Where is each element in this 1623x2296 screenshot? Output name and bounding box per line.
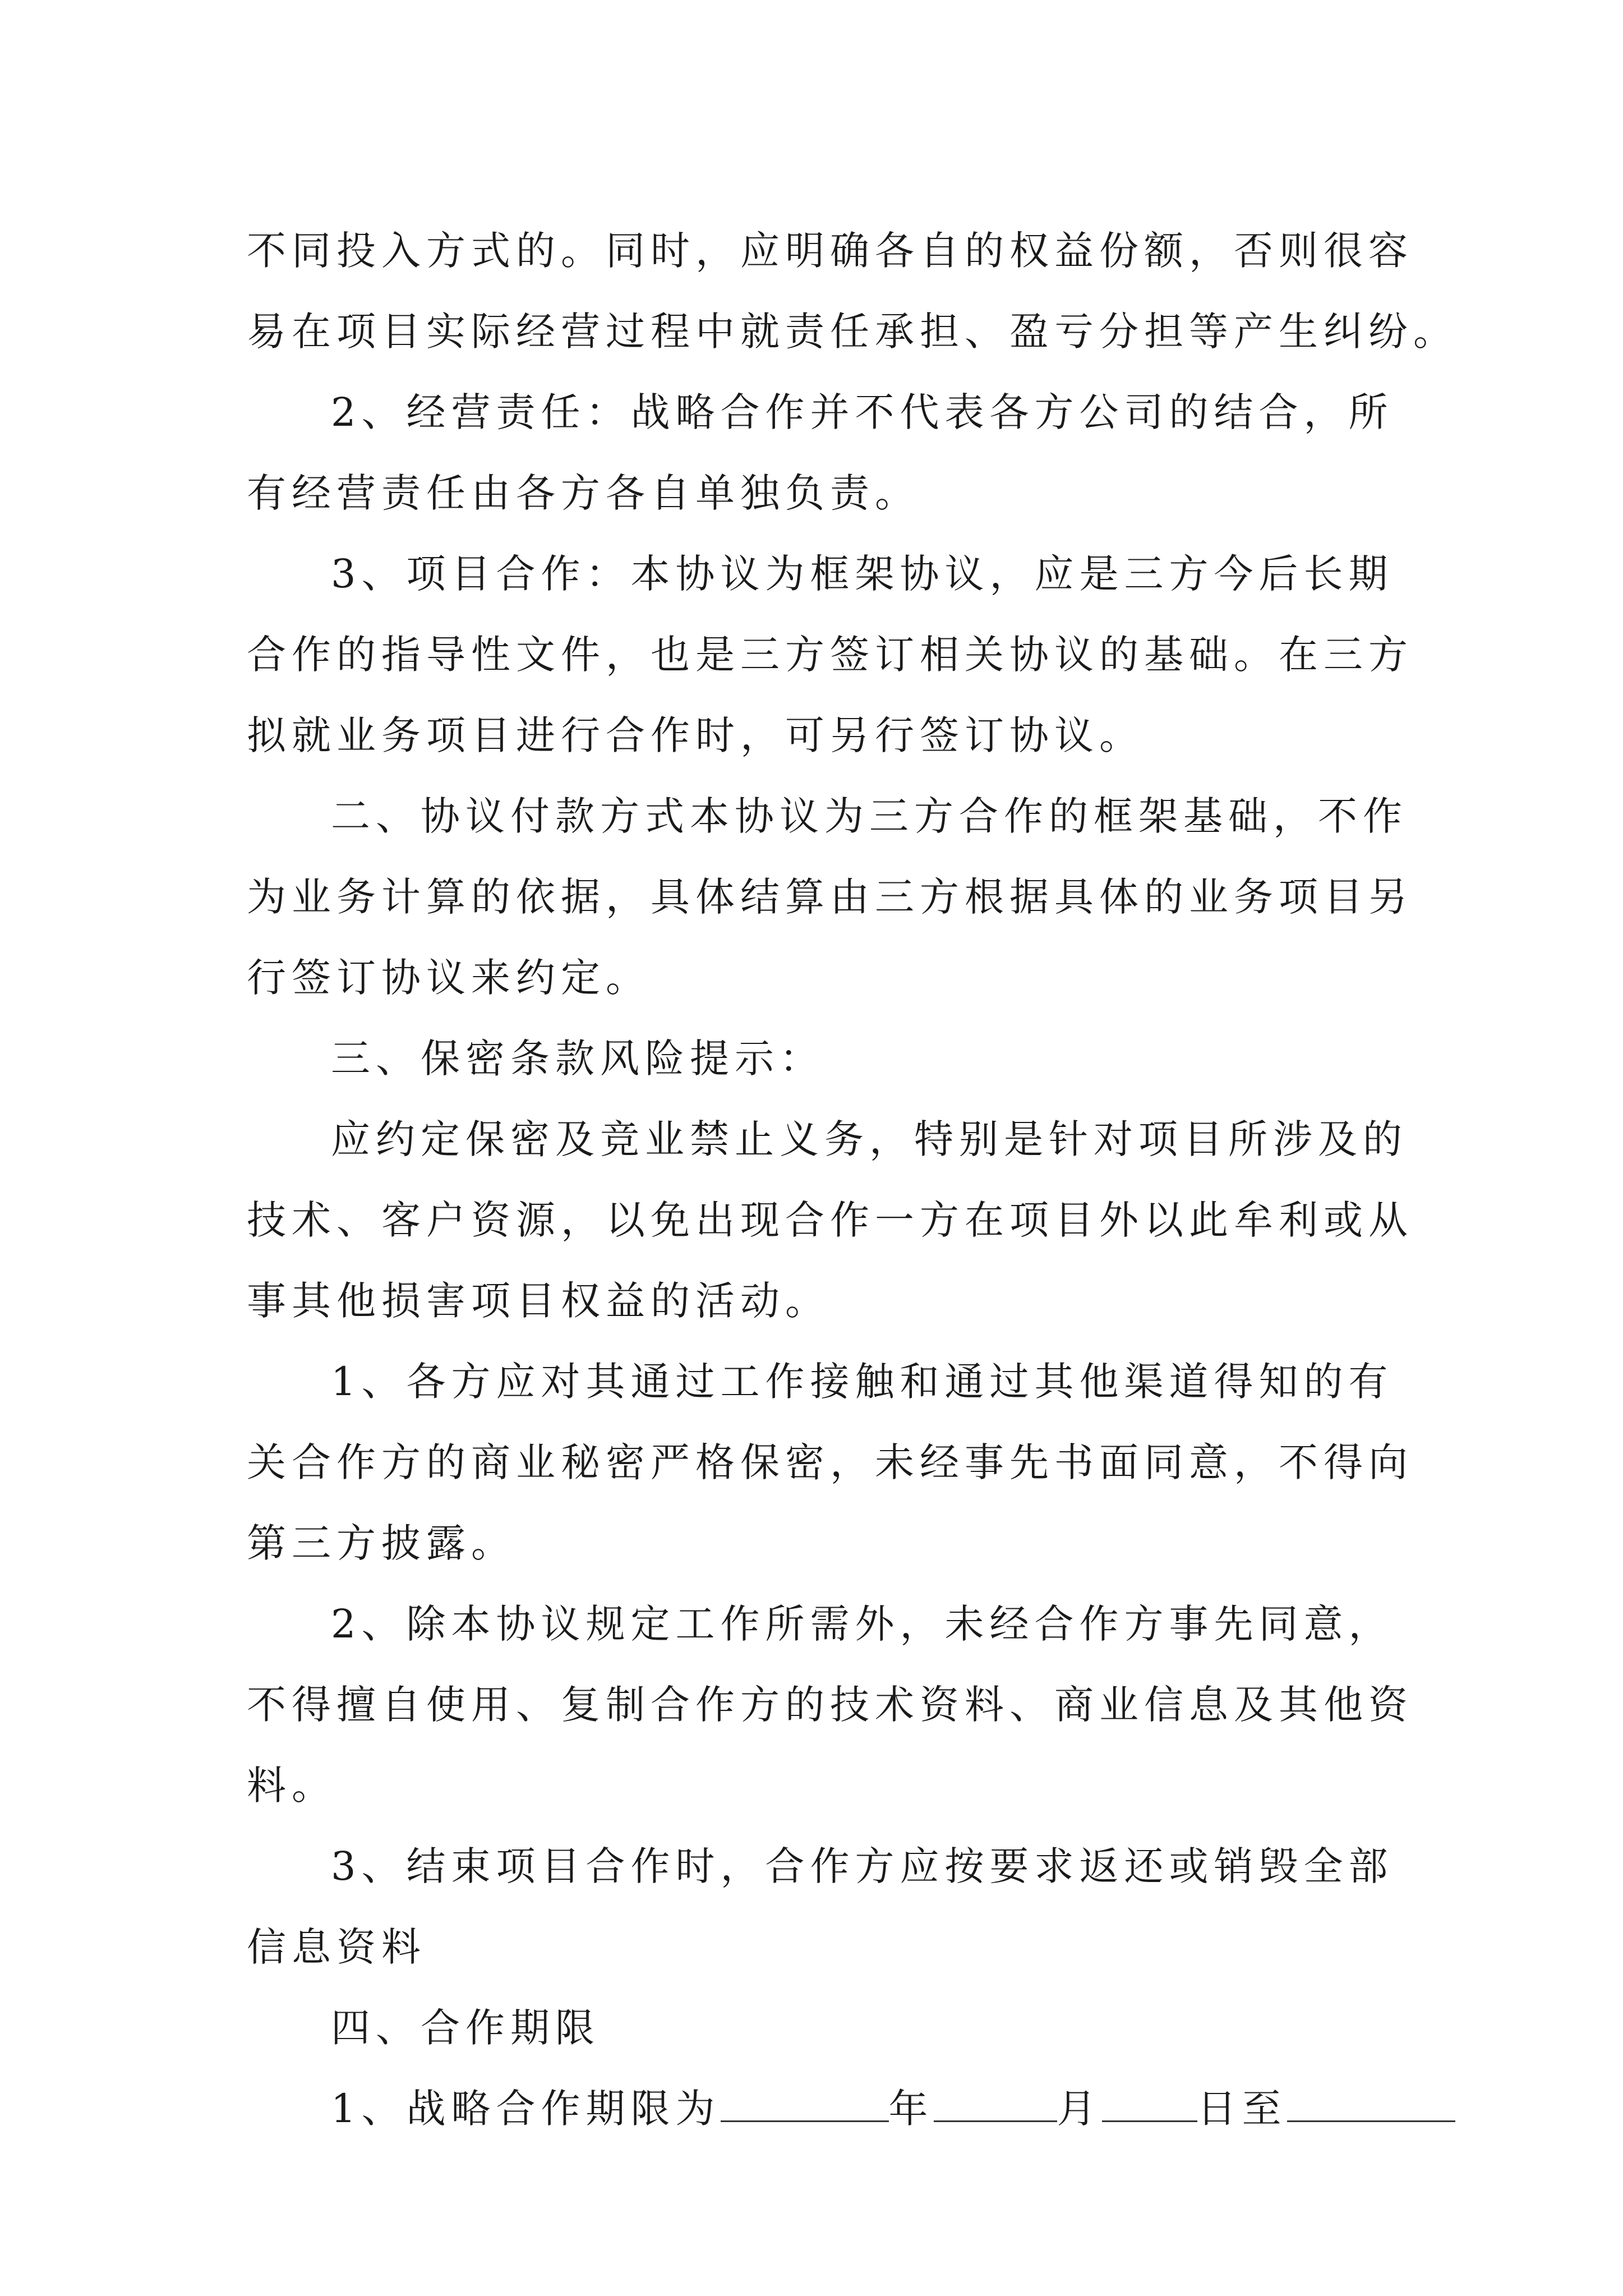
section-heading-confidentiality xyxy=(247,1018,1391,1099)
text-line: 事其他损害项目权益的活动。 xyxy=(247,1278,830,1324)
paragraph-confidentiality-item-1 xyxy=(247,1341,1413,1584)
text-line: 第三方披露。 xyxy=(247,1520,516,1566)
paragraph-project-cooperation xyxy=(247,533,1413,776)
paragraph-confidentiality-item-2 xyxy=(247,1584,1413,1826)
text-line: 2、除本协议规定工作所需外，未经合作方事先同意， xyxy=(331,1601,1394,1647)
paragraph-payment-method xyxy=(247,776,1413,1018)
period-prefix: 1、战略合作期限为 xyxy=(331,2086,721,2132)
text-line: 料。 xyxy=(247,1763,336,1809)
text-line: 3、结束项目合作时，合作方应按要求返还或销毁全部 xyxy=(331,1843,1394,1889)
month-label: 月 xyxy=(1057,2086,1102,2132)
text-line: 合作的指导性文件，也是三方签订相关协议的基础。在三方 xyxy=(247,632,1413,678)
text-line: 三、保密条款风险提示： xyxy=(331,1036,824,1082)
text-line: 关合作方的商业秘密严格保密，未经事先书面同意，不得向 xyxy=(247,1439,1413,1485)
text-line: 1、各方应对其通过工作接触和通过其他渠道得知的有 xyxy=(331,1359,1394,1405)
blank-start-month xyxy=(934,2081,1057,2122)
section-heading-cooperation-period xyxy=(247,1987,1391,2068)
text-line: 为业务计算的依据，具体结算由三方根据具体的业务项目另 xyxy=(247,874,1413,920)
paragraph-confidentiality-item-3 xyxy=(247,1826,1394,1987)
paragraph-cooperation-period xyxy=(247,2068,1391,2149)
text-line: 2、经营责任：战略合作并不代表各方公司的结合，所 xyxy=(331,389,1394,435)
text-line: 二、协议付款方式本协议为三方合作的框架基础，不作 xyxy=(331,793,1408,839)
text-line: 有经营责任由各方各自单独负责。 xyxy=(247,470,920,516)
paragraph-confidentiality-note xyxy=(247,1099,1413,1341)
document-page xyxy=(247,210,1458,2149)
text-line xyxy=(247,2068,1391,2149)
text-line: 不得擅自使用、复制合作方的技术资料、商业信息及其他资 xyxy=(247,1682,1413,1728)
text-line: 易在项目实际经营过程中就责任承担、盈亏分担等产生纠纷。 xyxy=(247,309,1458,355)
text-line: 不同投入方式的。同时，应明确各自的权益份额，否则很容 xyxy=(247,228,1413,274)
year-label: 年 xyxy=(888,2086,934,2132)
blank-start-day xyxy=(1102,2081,1197,2122)
text-line: 应约定保密及竞业禁止义务，特别是针对项目所涉及的 xyxy=(331,1116,1408,1162)
text-line: 信息资料 xyxy=(247,1924,426,1970)
day-to-label: 日至 xyxy=(1197,2086,1287,2132)
paragraph-investment-note xyxy=(247,210,1458,372)
text-line: 3、项目合作：本协议为框架协议，应是三方今后长期 xyxy=(331,551,1394,597)
text-line: 技术、客户资源，以免出现合作一方在项目外以此牟利或从 xyxy=(247,1197,1413,1243)
blank-end-date xyxy=(1287,2081,1455,2122)
text-line: 行签订协议来约定。 xyxy=(247,955,651,1001)
text-line: 拟就业务项目进行合作时，可另行签订协议。 xyxy=(247,712,1144,758)
paragraph-operating-responsibility xyxy=(247,372,1394,533)
text-line: 四、合作期限 xyxy=(331,2005,600,2051)
blank-start-year xyxy=(721,2081,889,2122)
